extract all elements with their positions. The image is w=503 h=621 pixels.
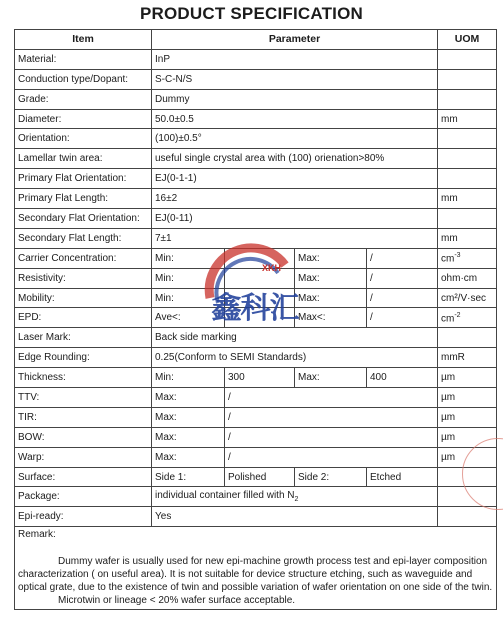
value: 16±2 — [152, 189, 438, 209]
uom — [438, 248, 497, 268]
max-label: Max: — [152, 388, 225, 408]
value: 50.0±0.5 — [152, 109, 438, 129]
header-parameter: Parameter — [152, 30, 438, 50]
uom — [438, 89, 497, 109]
row-lamellar — [15, 149, 497, 169]
row-epd — [15, 308, 497, 328]
item-label: Primary Flat Orientation: — [15, 169, 152, 189]
max-label: Max<: — [295, 308, 367, 328]
item-label: BOW: — [15, 427, 152, 447]
uom — [438, 49, 497, 69]
spec-table — [14, 29, 497, 610]
package-text: individual container filled with N — [155, 490, 295, 502]
row-secondary-flat-length — [15, 228, 497, 248]
item-label: Primary Flat Length: — [15, 189, 152, 209]
min-label: Min: — [152, 268, 225, 288]
max-label: Max: — [295, 268, 367, 288]
uom: mm — [438, 109, 497, 129]
max-value: / — [225, 388, 438, 408]
item-label: Diameter: — [15, 109, 152, 129]
max-label: Max: — [152, 407, 225, 427]
row-warp — [15, 447, 497, 467]
value: 7±1 — [152, 228, 438, 248]
uom: µm — [438, 407, 497, 427]
row-remark — [15, 527, 497, 610]
row-conduction — [15, 69, 497, 89]
value: EJ(0-11) — [152, 209, 438, 229]
item-label: Lamellar twin area: — [15, 149, 152, 169]
min-value — [225, 308, 295, 328]
uom: mm — [438, 189, 497, 209]
value — [152, 487, 438, 507]
max-value: / — [225, 447, 438, 467]
item-label: Package: — [15, 487, 152, 507]
row-material — [15, 49, 497, 69]
side1-value: Polished — [225, 467, 295, 487]
min-label: Min: — [152, 368, 225, 388]
uom — [438, 129, 497, 149]
item-label: TIR: — [15, 407, 152, 427]
row-laser-mark — [15, 328, 497, 348]
min-value — [225, 268, 295, 288]
min-value: 300 — [225, 368, 295, 388]
item-label: EPD: — [15, 308, 152, 328]
min-label: Min: — [152, 288, 225, 308]
value: Back side marking — [152, 328, 438, 348]
item-label: Edge Rounding: — [15, 348, 152, 368]
item-label: Grade: — [15, 89, 152, 109]
value: 0.25(Conform to SEMI Standards) — [152, 348, 438, 368]
header-item: Item — [15, 30, 152, 50]
uom: µm — [438, 368, 497, 388]
value: InP — [152, 49, 438, 69]
watermark-cn: 鑫科汇 — [211, 291, 299, 326]
row-thickness — [15, 368, 497, 388]
max-value: / — [225, 427, 438, 447]
header-uom: UOM — [438, 30, 497, 50]
row-mobility — [15, 288, 497, 308]
watermark-en: XKH — [262, 263, 282, 273]
uom: mmR — [438, 348, 497, 368]
item-label: Conduction type/Dopant: — [15, 69, 152, 89]
row-ttv — [15, 388, 497, 408]
value: Dummy — [152, 89, 438, 109]
row-epi-ready — [15, 507, 497, 527]
row-surface — [15, 467, 497, 487]
row-bow — [15, 427, 497, 447]
item-label: Material: — [15, 49, 152, 69]
package-subscript: 2 — [294, 496, 299, 504]
max-label: Max: — [152, 447, 225, 467]
uom — [438, 328, 497, 348]
uom — [438, 149, 497, 169]
uom — [438, 209, 497, 229]
uom: ohm·cm — [438, 268, 497, 288]
uom — [438, 169, 497, 189]
max-value: / — [367, 248, 438, 268]
min-label: Ave<: — [152, 308, 225, 328]
item-label: Orientation: — [15, 129, 152, 149]
max-value: 400 — [367, 368, 438, 388]
max-label: Max: — [152, 427, 225, 447]
value: (100)±0.5° — [152, 129, 438, 149]
row-package — [15, 487, 497, 507]
max-label: Max: — [295, 248, 367, 268]
item-label: TTV: — [15, 388, 152, 408]
remark-label: Remark: — [18, 529, 56, 541]
value: useful single crystal area with (100) orienation>80% — [152, 149, 438, 169]
row-primary-flat-length — [15, 189, 497, 209]
value: Yes — [152, 507, 438, 527]
header-row — [15, 30, 497, 50]
uom-base: cm — [441, 313, 455, 325]
max-value: / — [367, 268, 438, 288]
row-diameter — [15, 109, 497, 129]
row-tir — [15, 407, 497, 427]
document-title: PRODUCT SPECIFICATION — [139, 4, 363, 23]
remark-line2: Microtwin or lineage < 20% wafer surface acceptable. — [58, 595, 296, 607]
uom: µm — [438, 427, 497, 447]
row-orientation — [15, 129, 497, 149]
row-primary-flat-orientation — [15, 169, 497, 189]
uom: µm — [438, 447, 497, 467]
uom: mm — [438, 228, 497, 248]
side1-label: Side 1: — [152, 467, 225, 487]
value: EJ(0-1-1) — [152, 169, 438, 189]
uom-exponent: -2 — [454, 311, 461, 319]
item-label: Laser Mark: — [15, 328, 152, 348]
side2-value: Etched — [367, 467, 438, 487]
side2-label: Side 2: — [295, 467, 367, 487]
row-resistivity — [15, 268, 497, 288]
row-grade — [15, 89, 497, 109]
row-edge-rounding — [15, 348, 497, 368]
remark-text — [18, 541, 493, 594]
min-value — [225, 248, 295, 268]
max-value: / — [367, 308, 438, 328]
item-label: Epi-ready: — [15, 507, 152, 527]
uom — [438, 308, 497, 328]
item-label: Warp: — [15, 447, 152, 467]
uom: µm — [438, 388, 497, 408]
item-label: Secondary Flat Orientation: — [15, 209, 152, 229]
max-value: / — [367, 288, 438, 308]
item-label: Secondary Flat Length: — [15, 228, 152, 248]
remark-cell — [15, 527, 497, 610]
uom-exponent: -3 — [454, 252, 461, 260]
min-label: Min: — [152, 248, 225, 268]
uom: cm²/V·sec — [438, 288, 497, 308]
uom — [438, 69, 497, 89]
max-label: Max: — [295, 368, 367, 388]
value: S-C-N/S — [152, 69, 438, 89]
max-label: Max: — [295, 288, 367, 308]
uom — [438, 507, 497, 527]
min-value — [225, 288, 295, 308]
item-label: Surface: — [15, 467, 152, 487]
item-label: Mobility: — [15, 288, 152, 308]
uom-base: cm — [441, 253, 455, 265]
row-carrier-concentration — [15, 248, 497, 268]
remark-line1: Dummy wafer is usually used for new epi-machine growth process test and epi-layer composition characterization ( on useful area). It is not suitable for device structure etching, such as waveguide and optical grate, due to the existence of twin and possible variation of wafer orientation on one side of the twin. — [18, 555, 493, 594]
row-secondary-flat-orientation — [15, 209, 497, 229]
item-label: Carrier Concentration: — [15, 248, 152, 268]
max-value: / — [225, 407, 438, 427]
item-label: Resistivity: — [15, 268, 152, 288]
item-label: Thickness: — [15, 368, 152, 388]
